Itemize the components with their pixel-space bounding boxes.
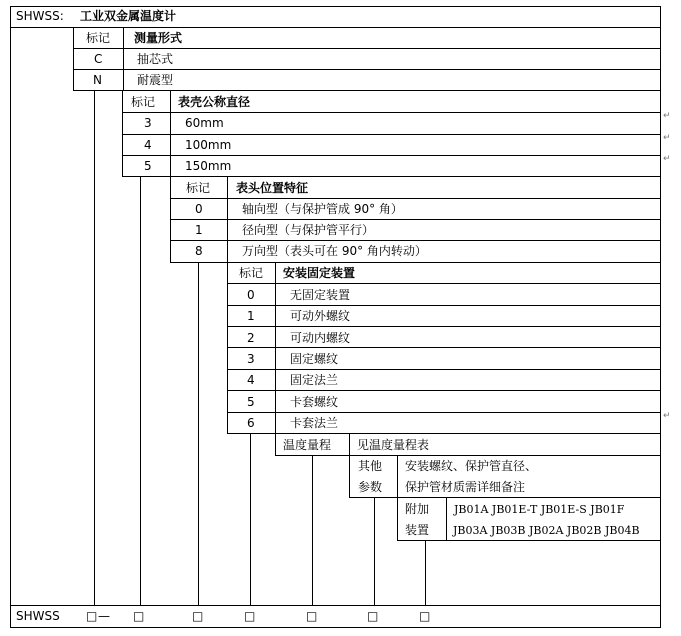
mount-code: 4 (247, 373, 255, 387)
grid-line (170, 198, 661, 199)
grid-line (349, 433, 350, 456)
measure-title: 测量形式 (134, 31, 183, 45)
range-desc: 见温度量程表 (357, 438, 430, 452)
mount-code: 1 (247, 309, 255, 323)
diameter-title: 表壳公称直径 (178, 95, 251, 109)
connector-line (425, 540, 426, 606)
connector-line (374, 497, 375, 606)
measure-code: C (94, 52, 103, 66)
other-desc: 保护管材质需详细备注 (405, 480, 526, 494)
diameter-code: 5 (144, 159, 152, 173)
mount-desc: 无固定装置 (290, 288, 351, 302)
grid-line (227, 305, 661, 306)
frame-right (660, 6, 661, 628)
other-desc: 安装螺纹、保护管直径、 (405, 459, 538, 473)
grid-line (122, 90, 123, 177)
grid-line (227, 412, 661, 413)
mount-desc: 固定螺纹 (290, 352, 339, 366)
connector-line (94, 90, 95, 606)
grid-line (275, 262, 276, 434)
diameter-code: 4 (144, 138, 152, 152)
code-separator: — (98, 609, 110, 623)
mount-desc: 固定法兰 (290, 373, 339, 387)
mount-label: 标记 (239, 266, 264, 280)
grid-line (227, 433, 661, 434)
grid-line (227, 326, 661, 327)
head-code: 1 (195, 223, 203, 237)
header-divider (10, 27, 661, 28)
measure-desc: 耐震型 (137, 73, 174, 87)
mount-code: 5 (247, 395, 255, 409)
measure-desc: 抽芯式 (137, 52, 174, 66)
grid-line (170, 90, 171, 177)
head-code: 0 (195, 202, 203, 216)
attach-label: 装置 (405, 523, 430, 537)
mount-desc: 可动内螺纹 (290, 331, 351, 345)
diameter-desc: 150mm (185, 159, 232, 173)
mount-desc: 卡套法兰 (290, 416, 339, 430)
grid-line (446, 497, 447, 541)
other-label: 其他 (358, 459, 383, 473)
grid-line (227, 347, 661, 348)
grid-line (170, 176, 171, 263)
head-code: 8 (195, 244, 203, 258)
grid-line (349, 455, 350, 498)
paragraph-mark-icon: ↵ (663, 133, 671, 143)
code-slot-box: □ (306, 609, 318, 623)
other-label: 参数 (358, 480, 383, 494)
frame-bottom (10, 627, 661, 628)
measure-code: N (93, 73, 102, 87)
grid-line (397, 497, 398, 541)
mount-code: 3 (247, 352, 255, 366)
connector-line (312, 455, 313, 606)
grid-line (73, 48, 661, 49)
code-slot-box: □ (133, 609, 145, 623)
grid-line (349, 497, 661, 498)
grid-line (170, 219, 661, 220)
grid-line (227, 390, 661, 391)
grid-line (227, 176, 228, 263)
header-code: SHWSS: (16, 9, 64, 23)
mount-desc: 卡套螺纹 (290, 395, 339, 409)
mount-desc: 可动外螺纹 (290, 309, 351, 323)
head-title: 表头位置特征 (236, 181, 309, 195)
code-slot-box: □ (192, 609, 204, 623)
paragraph-mark-icon: ↵ (663, 411, 671, 421)
mount-code: 0 (247, 288, 255, 302)
code-slot-box: □ (244, 609, 256, 623)
diameter-code: 3 (144, 116, 152, 130)
diameter-label: 标记 (131, 95, 156, 109)
grid-line (275, 433, 276, 456)
grid-line (122, 155, 661, 156)
diameter-desc: 100mm (185, 138, 232, 152)
frame-top (10, 6, 661, 7)
grid-line (227, 283, 661, 284)
grid-line (122, 112, 661, 113)
range-label: 温度量程 (283, 438, 332, 452)
grid-line (397, 540, 661, 541)
code-slot-box: □ (367, 609, 379, 623)
connector-line (250, 433, 251, 606)
paragraph-mark-icon: ↵ (663, 111, 671, 121)
head-label: 标记 (186, 181, 211, 195)
attach-codes: JB01A JB01E-T JB01E-S JB01F (454, 503, 625, 516)
mount-title: 安装固定装置 (283, 266, 356, 280)
grid-line (123, 27, 124, 91)
grid-line (73, 69, 661, 70)
head-desc: 万向型（表头可在 90° 角内转动） (242, 244, 427, 258)
grid-line (122, 134, 661, 135)
grid-line (227, 262, 228, 434)
head-desc: 径向型（与保护管平行） (242, 223, 375, 237)
code-slot-box: □ (419, 609, 431, 623)
grid-line (73, 27, 74, 91)
paragraph-mark-icon: ↵ (663, 154, 671, 164)
grid-line (275, 455, 661, 456)
grid-line (170, 240, 661, 241)
measure-label: 标记 (86, 31, 111, 45)
grid-line (397, 455, 398, 498)
connector-line (140, 176, 141, 606)
code-slot-box: □ (86, 609, 98, 623)
head-desc: 轴向型（与保护管成 90° 角） (242, 202, 403, 216)
connector-line (198, 262, 199, 606)
grid-line (170, 262, 661, 263)
attach-label: 附加 (405, 502, 430, 516)
grid-line (227, 369, 661, 370)
footer-divider (10, 605, 661, 606)
diameter-desc: 60mm (185, 116, 224, 130)
mount-code: 6 (247, 416, 255, 430)
mount-code: 2 (247, 331, 255, 345)
footer-code: SHWSS (16, 609, 60, 623)
header-title: 工业双金属温度计 (80, 9, 177, 23)
attach-codes: JB03A JB03B JB02A JB02B JB04B (453, 524, 640, 537)
grid-line (122, 176, 661, 177)
grid-line (73, 90, 661, 91)
frame-left (10, 6, 11, 628)
